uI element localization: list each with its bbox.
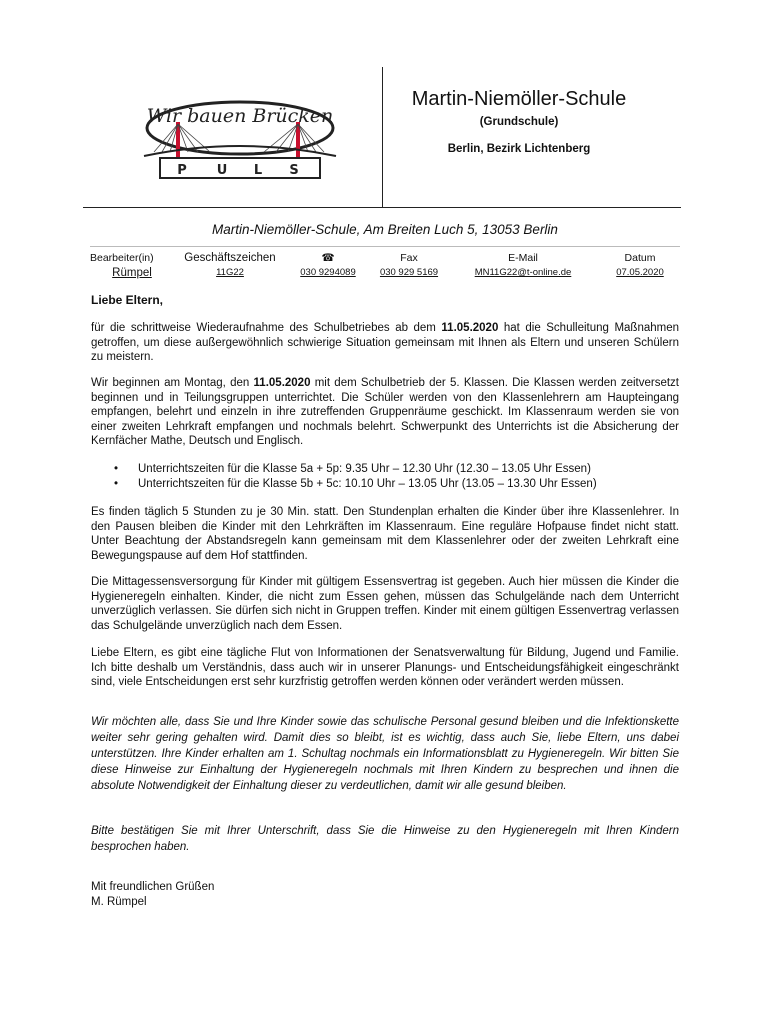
school-name: Martin-Niemöller-Schule [411,88,627,110]
header-date: Datum [624,252,656,264]
paragraph-information: Liebe Eltern, es gibt eine tägliche Flut von Informationen der Senatsverwaltung für Bildung, Jugend und Familie. Ich bitte deshalb um Verständnis, dass auch wir in unserer Planungs- und Entscheidungsfähigkeit eingeschränkt sind, viele Entscheidungen erst sehr kurzfristig getroffen werden können oder verändert werden müssen. [91,647,679,688]
school-type: (Grundschule) [479,116,559,128]
paragraph-start-text-c: mit dem Schulbetrieb der 5. Klassen. Die Klassen werden zeitversetzt beginnen und in Teilungsgruppen unterrichtet. Die Schüler werden von den Klassenlehrern am Haupteingang empfangen, belehrt und einzeln in ihre zutreffenden Gruppenräume geschickt. Im Klassenraum werden sie von einer zweiten Lehrkraft empfangen und nochmals belehrt. Schwerpunkt des Unterrichts ist die Absicherung der Kernfächer Mathe, Deutsch und Englisch. [91,377,679,447]
list-item: • Unterrichtszeiten für die Klasse 5a + 5p: 9.35 Uhr – 12.30 Uhr (12.30 – 13.05 Uhr Essen) [91,462,679,477]
paragraph-start [91,376,679,449]
closing-block [91,880,214,909]
paragraph-intro-text-c: hat die Schulleitung Maßnahmen getroffen, um diese außergewöhnlich schwierige Situation gemeinsam mit Ihnen als Eltern und unseren Schülern zu meistern. [91,322,679,363]
logo-letter-u: U [216,163,228,178]
address-rule [90,246,680,247]
signature-name: M. Rümpel [91,895,147,908]
value-date: 07.05.2020 [616,267,664,278]
phone-icon: ☎ [321,252,335,264]
logo-slogan: Wir bauen Brücken [146,105,334,127]
paragraph-confirmation: Bitte bestätigen Sie mit Ihrer Unterschrift, dass Sie die Hinweise zu den Hygieneregeln mit Ihren Kindern besprochen haben. [91,825,679,853]
schedule-list [91,462,679,491]
value-email[interactable]: MN11G22@t-online.de [474,267,572,278]
closing-greeting: Mit freundlichen Grüßen [91,881,215,893]
value-reference: 11G22 [216,267,244,278]
paragraph-intro-date: 11.05.2020 [441,322,499,334]
value-clerk: Rümpel [112,267,152,279]
logo-letter-l: L [253,163,263,178]
value-phone: 030 9294089 [300,267,356,278]
paragraph-intro-text-a: für die schrittweise Wiederaufnahme des Schulbetriebes ab dem [91,322,442,334]
sender-address-line: Martin-Niemöller-Schule, Am Breiten Luch 5, 13053 Berlin [212,222,558,237]
header-fax: Fax [400,252,418,264]
paragraph-lunch: Die Mittagessensversorgung für Kinder mit gültigem Essensvertrag ist gegeben. Auch hier müssen die Kinder die Hygieneregeln einhalten. Kinder, die nicht zum Essen gehen, müssen das Schulgelände nach dem Unterricht unverzüglich verlassen. Sie dürfen sich nicht in Gruppen treffen. Kinder mit einem gültigen Essenvertrag verlassen das Schulgelände unverzüglich nach dem Essen. [91,576,679,632]
school-location: Berlin, Bezirk Lichtenberg [447,143,591,155]
school-logo [140,96,340,186]
paragraph-lessons: Es finden täglich 5 Stunden zu je 30 Min. statt. Den Stundenplan erhalten die Kinder über ihre Klassenlehrer. In den Pausen bleiben die Kinder mit den Lehrkräften im Klassenraum. Eine reguläre Hofpause findet nicht statt. Unter Beachtung der Abstandsregeln kann gemeinsam mit dem Klassenlehrer oder der zweiten Lehrkraft eine Bewegungspause auf dem Hof stattfinden. [91,506,679,562]
bridge-logo-graphic [140,96,340,186]
header-divider-vertical [382,67,383,208]
value-fax: 030 929 5169 [379,267,439,278]
header-clerk: Bearbeiter(in) [90,252,154,264]
header-reference: Geschäftszeichen [184,252,276,264]
paragraph-start-date: 11.05.2020 [253,377,311,389]
logo-letter-p: P [177,163,187,178]
list-item: • Unterrichtszeiten für die Klasse 5b + 5c: 10.10 Uhr – 13.05 Uhr (13.05 – 13.30 Uhr Essen) [91,477,679,492]
salutation: Liebe Eltern, [91,293,164,307]
paragraph-hygiene: Wir möchten alle, dass Sie und Ihre Kinder sowie das schulische Personal gesund bleiben und die Infektionskette weiter sehr gering gehalten wird. Damit dies so bleibt, ist es wichtig, dass auch Sie, liebe Eltern, uns dabei unterstützen. Ihre Kinder erhalten am 1. Schultag nochmals ein Informationsblatt zu Hygieneregeln. Wir bitten Sie diese Hinweise zur Einhaltung der Hygieneregeln nochmals mit Ihren Kindern zu besprechen und ihnen die absolute Notwendigkeit der Einhaltung dieser zu verdeutlichen, damit wir alle gesund bleiben. [91,716,679,792]
header-divider-horizontal [83,207,681,208]
paragraph-intro [91,321,679,365]
logo-letter-s: S [289,163,299,178]
paragraph-start-text-a: Wir beginnen am Montag, den [91,377,254,389]
header-email: E-Mail [508,252,538,264]
